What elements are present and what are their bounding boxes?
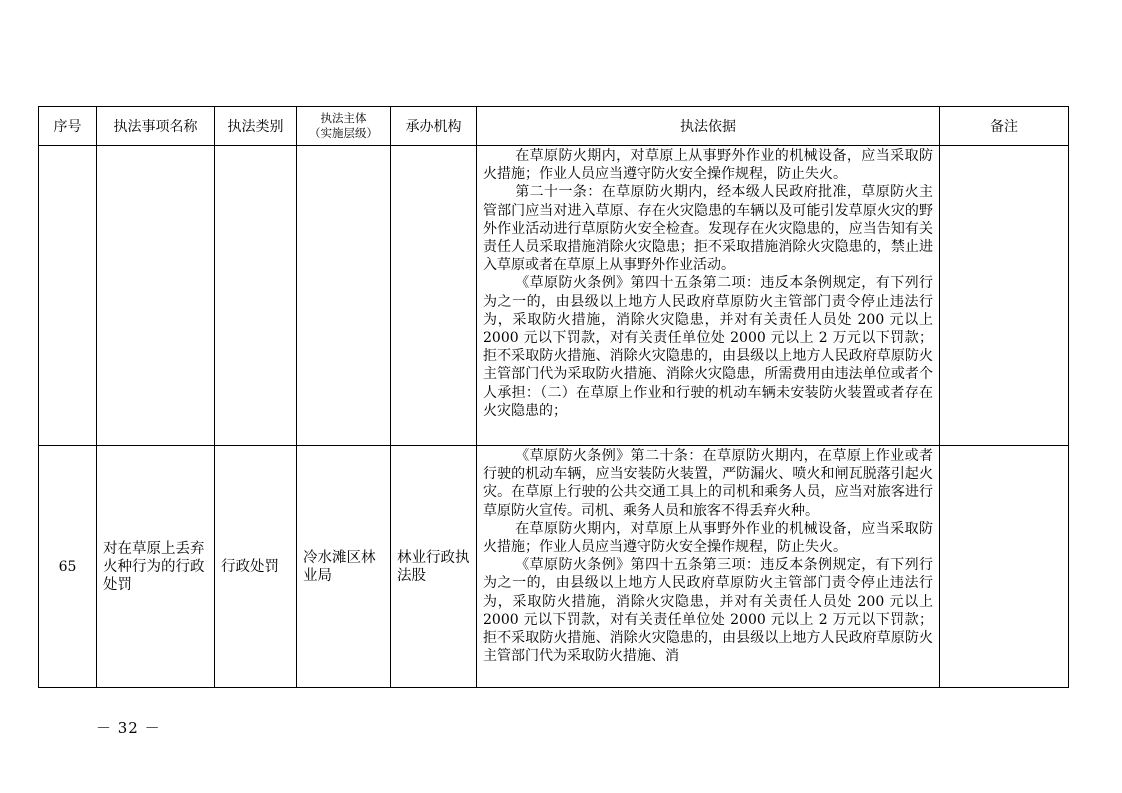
- header-no: 序号: [39, 107, 97, 146]
- row-remark: [940, 446, 1069, 688]
- table-row: [39, 146, 1069, 446]
- page-number: － 32 －: [96, 719, 161, 737]
- enforcement-table: [38, 106, 1069, 688]
- table-row: [39, 446, 1069, 688]
- row-agency: [391, 146, 477, 446]
- header-basis: 执法依据: [477, 107, 940, 146]
- row-type: 行政处罚: [215, 446, 297, 688]
- basis-paragraph: 《草原防火条例》第四十五条第三项：违反本条例规定，有下列行为之一的，由县级以上地方人民政府草原防火主管部门责令停止违法行为，采取防火措施，消除火灾隐患，并对有关责任人员处 200 元以上 2000 元以下罚款，对有关责任单位处 2000 元以上 2 万元以下罚款；拒不采取防火措施、消除火灾隐患的，由县级以上地方人民政府草原防火主管部门代为采取防火措施、消: [483, 557, 933, 665]
- row-basis: [477, 446, 940, 688]
- row-item-name: 对在草原上丢弃火种行为的行政处罚: [97, 446, 215, 688]
- header-row: [39, 107, 1069, 146]
- row-remark: [940, 146, 1069, 446]
- header-remark: 备注: [940, 107, 1069, 146]
- header-subject-line2: （实施层级）: [309, 126, 378, 140]
- header-subject: [297, 107, 391, 146]
- basis-paragraph: 《草原防火条例》第四十五条第二项：违反本条例规定，有下列行为之一的，由县级以上地方人民政府草原防火主管部门责令停止违法行为，采取防火措施，消除火灾隐患，并对有关责任人员处 200 元以上 2000 元以下罚款，对有关责任单位处 2000 元以上 2 万元以下罚款；拒不采取防火措施、消除火灾隐患的，由县级以上地方人民政府草原防火主管部门代为采取防火措施、消除火灾隐患，所需费用由违法单位或者个人承担：（二）在草原上作业和行驶的机动车辆未安装防火装置或者存在火灾隐患的；: [483, 275, 933, 419]
- row-no: [39, 146, 97, 446]
- header-subject-line1: 执法主体: [320, 111, 367, 125]
- row-basis: [477, 146, 940, 446]
- row-subject: 冷水滩区林业局: [297, 446, 391, 688]
- basis-paragraph: 《草原防火条例》第二十条：在草原防火期内，在草原上作业或者行驶的机动车辆，应当安装防火装置，严防漏火、喷火和闸瓦脱落引起火灾。在草原上行驶的公共交通工具上的司机和乘务人员，应当对旅客进行草原防火宣传。司机、乘务人员和旅客不得丢弃火种。: [483, 448, 933, 519]
- row-item-name: [97, 146, 215, 446]
- row-type: [215, 146, 297, 446]
- basis-paragraph: 在草原防火期内，对草原上从事野外作业的机械设备，应当采取防火措施；作业人员应当遵守防火安全操作规程，防止失火。: [483, 520, 933, 556]
- row-agency: 林业行政执法股: [391, 446, 477, 688]
- basis-paragraph: 在草原防火期内，对草原上从事野外作业的机械设备，应当采取防火措施；作业人员应当遵守防火安全操作规程，防止失火。: [483, 148, 933, 183]
- header-type: 执法类别: [215, 107, 297, 146]
- header-item-name: 执法事项名称: [97, 107, 215, 146]
- basis-paragraph: 第二十一条：在草原防火期内，经本级人民政府批准，草原防火主管部门应当对进入草原、存在火灾隐患的车辆以及可能引发草原火灾的野外作业活动进行草原防火安全检查。发现存在火灾隐患的，应当告知有关责任人员采取措施消除火灾隐患；拒不采取措施消除火灾隐患的，禁止进入草原或者在草原上从事野外作业活动。: [483, 184, 933, 274]
- row-subject: [297, 146, 391, 446]
- header-agency: 承办机构: [391, 107, 477, 146]
- row-no: 65: [39, 446, 97, 688]
